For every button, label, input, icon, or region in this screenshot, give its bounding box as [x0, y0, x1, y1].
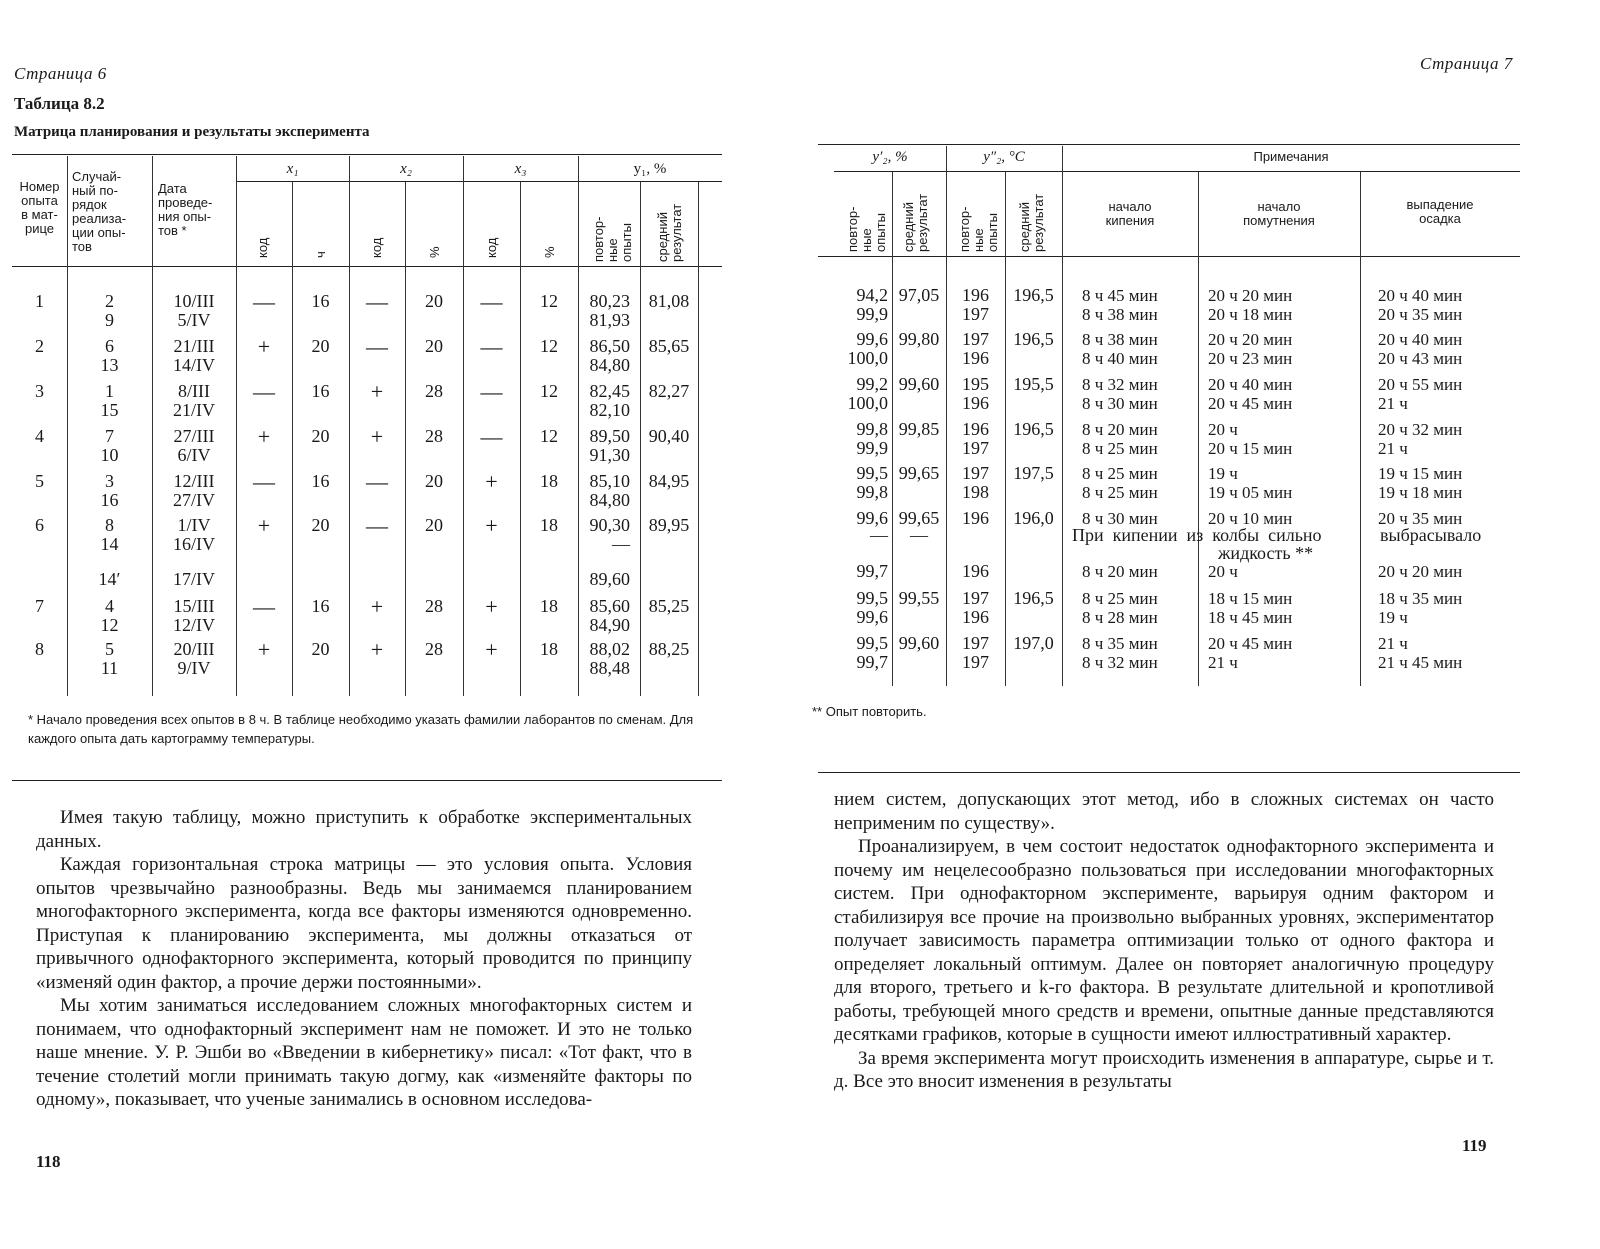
left-cell-k1: + — [257, 513, 271, 538]
right-cell-cloud: 20 ч 20 ч 15 мин — [1208, 420, 1293, 458]
left-cell-avg: 82,27 — [648, 381, 690, 401]
left-cell-date: 27/III 6/IV — [173, 426, 215, 465]
right-cell-sed: 20 ч 35 мин — [1378, 509, 1463, 528]
right-cell-r1: — — [870, 525, 888, 545]
left-cell-ord: 3 16 — [100, 471, 119, 510]
header-boil: начало кипения — [1105, 199, 1155, 228]
right-cell-sed: 21 ч 21 ч 45 мин — [1378, 634, 1463, 672]
left-cell-v1: 20 — [311, 426, 330, 446]
left-cell-ord: 8 14 — [100, 515, 119, 554]
right-cell-r2: 195 196 — [962, 374, 989, 413]
left-paragraph: Каждая горизонтальная строка матрицы — это условия опыта. Условия опытов чрезвычайно разнообразны. Ведь мы занимаемся планированием многофакторного эксперимента, когда все факторы изменяются одновременно. Приступая к планированию эксперимента, мы должны отказаться от привычного однофакторного эксперимента, который проводится по принципу «изменяй один фактор, а прочие держи постоянными». — [36, 854, 692, 993]
left-cell-avg: 84,95 — [648, 471, 690, 491]
span-note-line2: жидкость ** — [1218, 543, 1314, 563]
left-cell-num: 4 — [35, 426, 44, 446]
right-cell-r1: 99,6 100,0 — [847, 329, 888, 368]
left-cell-v2: 28 — [425, 426, 443, 446]
right-cell-boil: 8 ч 25 мин 8 ч 28 мин — [1082, 589, 1158, 627]
right-cell-a1: 97,05 — [898, 285, 940, 305]
right-cell-a1: 99,85 — [898, 419, 940, 439]
right-cell-a1: 99,65 — [898, 508, 940, 528]
left-cell-v1: 20 — [311, 336, 330, 356]
right-cell-cloud: 20 ч 20 мин 20 ч 23 мин — [1208, 330, 1293, 368]
left-footnote: * Начало проведения всех опытов в 8 ч. В таблице необходимо указать фамилии лаборантов по сменам. Для каждого опыта дать картограмму температуры. — [28, 712, 694, 746]
right-cell-a1: 99,60 — [898, 374, 940, 394]
left-cell-k2: + — [370, 424, 384, 449]
left-cell-avg: 81,08 — [648, 291, 690, 311]
header-x1: x₁ — [286, 161, 299, 177]
header-x3: x₃ — [514, 161, 527, 177]
header-x1-hours: ч — [313, 251, 328, 258]
left-cell-k2: + — [370, 379, 384, 404]
left-cell-date: 20/III 9/IV — [173, 639, 215, 678]
right-cell-a2: 197,0 — [1013, 633, 1054, 653]
left-paragraph: Имея такую таблицу, можно приступить к обработке экспериментальных данных. — [36, 807, 692, 852]
left-cell-k3: — — [480, 334, 503, 359]
left-cell-num: 7 — [35, 596, 44, 616]
right-paragraph: нием систем, допускающих этот метод, ибо в сложных системах он часто неприменим по существу». — [834, 789, 1494, 834]
header-y1-avg: средний результат — [655, 203, 684, 262]
left-cell-num: 1 — [35, 291, 44, 311]
left-page-number: 118 — [36, 1152, 61, 1171]
left-cell-ord: 1 15 — [100, 381, 119, 420]
header-x3-code: код — [484, 237, 499, 258]
right-cell-cloud: 20 ч 40 мин 20 ч 45 мин — [1208, 375, 1293, 413]
left-cell-avg: 88,25 — [648, 639, 690, 659]
header-y2-temp: y″₂, °C — [983, 149, 1025, 165]
left-cell-k1: + — [257, 334, 271, 359]
left-cell-k2: — — [366, 334, 388, 359]
left-cell-v2: 28 — [425, 639, 443, 659]
left-cell-v1: 16 — [311, 381, 330, 401]
left-cell-k3: — — [480, 424, 503, 449]
left-cell-k3: — — [480, 379, 503, 404]
left-cell-v3: 18 — [540, 471, 558, 491]
left-cell-ord: 4 12 — [100, 596, 119, 635]
right-cell-cloud: 19 ч 19 ч 05 мин — [1208, 464, 1293, 502]
header-cloud: начало помутнения — [1243, 199, 1315, 228]
left-cell-avg: 89,95 — [648, 515, 690, 535]
right-cell-cloud: 20 ч 45 мин 21 ч — [1208, 634, 1293, 672]
left-cell-k3: + — [485, 594, 498, 619]
left-cell-date: 10/III 5/IV — [173, 291, 215, 330]
right-cell-r1: 99,5 99,6 — [856, 588, 888, 627]
left-cell-rep: 82,45 82,10 — [589, 381, 630, 420]
left-cell-v2: 28 — [425, 596, 443, 616]
left-cell-date: 17/IV — [173, 569, 215, 589]
left-cell-num: 3 — [35, 381, 44, 401]
right-cell-a2: 195,5 — [1013, 374, 1054, 394]
left-cell-k2: + — [370, 637, 384, 662]
right-cell-sed: 20 ч 40 мин 20 ч 35 мин — [1378, 286, 1463, 324]
header-x2: x₂ — [400, 161, 412, 177]
left-cell-v1: 20 — [311, 515, 330, 535]
right-cell-boil: 8 ч 20 мин 8 ч 25 мин — [1082, 420, 1158, 458]
right-cell-r1: 94,2 99,9 — [856, 285, 888, 324]
right-cell-r2: 196 — [962, 508, 989, 528]
left-cell-k2: — — [366, 289, 388, 314]
left-cell-v1: 20 — [311, 639, 330, 659]
right-cell-sed: 20 ч 32 мин 21 ч — [1378, 420, 1463, 458]
left-cell-k3: + — [485, 637, 498, 662]
left-cell-date: 1/IV 16/IV — [173, 515, 215, 554]
right-cell-sed: 19 ч 15 мин 19 ч 18 мин — [1378, 464, 1463, 502]
header-x2-pct: % — [427, 246, 442, 258]
table-caption: Матрица планирования и результаты эксперимента — [14, 124, 370, 140]
header-num: Номер опыта в мат- рице — [19, 179, 60, 236]
left-cell-v2: 20 — [425, 515, 443, 535]
right-cell-r1: 99,2 100,0 — [847, 374, 888, 413]
right-cell-r2: 196 197 — [962, 285, 989, 324]
left-cell-rep: 90,30 — — [589, 515, 630, 554]
left-cell-v3: 12 — [540, 291, 558, 311]
left-cell-date: 8/III 21/IV — [173, 381, 215, 420]
header-sediment: выпадение осадка — [1406, 197, 1474, 226]
left-cell-v3: 18 — [540, 596, 558, 616]
left-cell-v3: 12 — [540, 381, 558, 401]
left-cell-k3: + — [485, 513, 498, 538]
left-cell-ord: 2 9 — [105, 291, 114, 330]
left-cell-rep: 80,23 81,93 — [589, 291, 630, 330]
left-cell-ord: 14′ — [98, 569, 121, 589]
right-cell-a1: 99,65 — [898, 463, 940, 483]
left-cell-rep: 85,10 84,80 — [589, 471, 630, 510]
left-cell-k2: — — [366, 469, 388, 494]
span-note-sediment: выбрасывало — [1380, 525, 1482, 545]
right-cell-a1: 99,60 — [898, 633, 940, 653]
left-cell-num: 5 — [35, 471, 44, 491]
right-cell-boil: 8 ч 32 мин 8 ч 30 мин — [1082, 375, 1158, 413]
left-cell-v3: 12 — [540, 426, 558, 446]
right-cell-a2: 196,5 — [1013, 419, 1054, 439]
right-page-head: Страница 7 — [1420, 54, 1513, 73]
left-cell-k1: — — [253, 379, 275, 404]
left-cell-k2: + — [370, 594, 384, 619]
right-cell-sed: 18 ч 35 мин 19 ч — [1378, 589, 1463, 627]
left-divider — [12, 780, 722, 781]
right-cell-a2: 196,0 — [1013, 508, 1054, 528]
left-cell-ord: 7 10 — [100, 426, 119, 465]
right-page-number: 119 — [1462, 1136, 1487, 1155]
header-random-order: Случай- ный по- рядок реализа- ции опы- тов — [72, 169, 127, 254]
right-cell-r2: 197 196 — [962, 329, 989, 368]
left-body-text — [36, 806, 692, 1112]
left-cell-rep: 89,60 — [589, 569, 630, 589]
header-y2b-avg: средний результат — [1017, 193, 1046, 252]
right-cell-cloud: 20 ч 20 мин 20 ч 18 мин — [1208, 286, 1293, 324]
right-cell-r1: 99,5 99,8 — [856, 463, 888, 502]
right-footnote: ** Опыт повторить. — [812, 704, 927, 719]
right-paragraph: За время эксперимента могут происходить изменения в аппаратуре, сырье и т. д. Все это вносит изменения в результаты — [834, 1047, 1494, 1092]
left-cell-k3: + — [485, 469, 498, 494]
left-cell-rep: 89,50 91,30 — [589, 426, 630, 465]
right-cell-r2: 197 198 — [962, 463, 989, 502]
left-cell-v2: 28 — [425, 381, 443, 401]
header-y1-repeat: повтор- ные опыты — [591, 216, 634, 262]
right-cell-r1: 99,7 — [856, 561, 888, 581]
right-cell-r2: 197 197 — [962, 633, 989, 672]
header-notes: Примечания — [1253, 149, 1329, 164]
left-cell-date: 15/III 12/IV — [173, 596, 215, 635]
right-cell-boil: 8 ч 35 мин 8 ч 32 мин — [1082, 634, 1158, 672]
right-cell-cloud: 18 ч 15 мин 18 ч 45 мин — [1208, 589, 1293, 627]
header-y2-pct: y′₂, % — [872, 149, 908, 165]
right-cell-a1: 99,80 — [898, 329, 940, 349]
header-x1-code: код — [255, 237, 270, 258]
left-cell-num: 6 — [35, 515, 44, 535]
left-cell-num: 8 — [35, 639, 44, 659]
left-page-head: Страница 6 — [14, 64, 107, 83]
left-paragraph: Мы хотим заниматься исследованием сложных многофакторных систем и понимаем, что однофакторный эксперимент нам не поможет. И это не только наше мнение. У. Р. Эшби во «Введении в кибернетику» писал: «Тот факт, что в течение столетий могли принимать такую догму, как «изменяйте факторы по одному», показывает, что ученые занимались в основном исследова- — [36, 995, 692, 1110]
header-x2-code: код — [369, 237, 384, 258]
right-cell-cloud: 20 ч — [1208, 562, 1238, 581]
left-cell-avg: 85,25 — [648, 596, 690, 616]
left-cell-k1: + — [257, 424, 271, 449]
right-cell-a2: 196,5 — [1013, 285, 1054, 305]
left-cell-k1: — — [253, 289, 275, 314]
right-cell-a2: 197,5 — [1013, 463, 1054, 483]
left-cell-v2: 20 — [425, 471, 443, 491]
span-note-line1: При кипении из колбы сильно — [1072, 525, 1322, 545]
left-cell-v1: 16 — [311, 596, 330, 616]
left-cell-k1: + — [257, 637, 271, 662]
left-cell-v3: 18 — [540, 515, 558, 535]
right-cell-boil: 8 ч 30 мин — [1082, 509, 1158, 528]
left-cell-k1: — — [253, 594, 275, 619]
left-cell-v3: 12 — [540, 336, 558, 356]
left-cell-k2: — — [366, 513, 388, 538]
right-cell-sed: 20 ч 20 мин — [1378, 562, 1463, 581]
right-cell-r2: 197 196 — [962, 588, 989, 627]
right-cell-boil: 8 ч 20 мин — [1082, 562, 1158, 581]
left-cell-v1: 16 — [311, 291, 330, 311]
right-cell-a1: 99,55 — [898, 588, 940, 608]
left-cell-date: 12/III 27/IV — [173, 471, 215, 510]
header-y2b-repeat: повтор- ные опыты — [957, 206, 1000, 252]
left-cell-v3: 18 — [540, 639, 558, 659]
right-cell-r1: 99,6 — [856, 508, 888, 528]
left-cell-avg: 85,65 — [648, 336, 690, 356]
right-cell-sed: 20 ч 55 мин 21 ч — [1378, 375, 1463, 413]
right-cell-boil: 8 ч 45 мин 8 ч 38 мин — [1082, 286, 1158, 324]
right-cell-boil: 8 ч 38 мин 8 ч 40 мин — [1082, 330, 1158, 368]
left-cell-v2: 20 — [425, 336, 443, 356]
left-cell-num: 2 — [35, 336, 44, 356]
left-cell-v2: 20 — [425, 291, 443, 311]
right-paragraph: Проанализируем, в чем состоит недостаток однофакторного эксперимента и почему им нецелесообразно пользоваться при исследовании многофакторных систем. При однофакторном эксперименте, варьируя одним фактором и стабилизируя все прочие на произвольно выбранных уровнях, экспериментатор получает зависимость параметра оптимизации только от одного фактора и определяет локальный оптимум. Далее он повторяет аналогичную процедуру для второго, третьего и k-го фактора. В результате длительной и кропотливой работы, требующей много средств и времени, опытные данные представляются десятками графиков, которые в сущности имеют иллюстративный характер. — [834, 836, 1494, 1045]
left-cell-ord: 6 13 — [100, 336, 119, 375]
right-cell-a2: 196,5 — [1013, 329, 1054, 349]
left-cell-date: 21/III 14/IV — [173, 336, 215, 375]
header-y2-repeat: повтор- ные опыты — [845, 206, 888, 252]
left-cell-avg: 90,40 — [648, 426, 690, 446]
right-cell-a1: — — [910, 525, 928, 545]
right-divider — [818, 772, 1520, 773]
left-cell-k3: — — [480, 289, 503, 314]
right-cell-sed: 20 ч 40 мин 20 ч 43 мин — [1378, 330, 1463, 368]
left-cell-v1: 16 — [311, 471, 330, 491]
left-cell-rep: 85,60 84,90 — [589, 596, 630, 635]
right-cell-r2: 196 — [962, 561, 989, 581]
right-cell-r1: 99,5 99,7 — [856, 633, 888, 672]
right-body-text — [834, 788, 1494, 1094]
right-cell-cloud: 20 ч 10 мин — [1208, 509, 1293, 528]
table-title: Таблица 8.2 — [14, 94, 105, 113]
header-y2-avg: средний результат — [901, 193, 930, 252]
right-cell-r2: 196 197 — [962, 419, 989, 458]
left-cell-rep: 88,02 88,48 — [589, 639, 630, 678]
left-cell-ord: 5 11 — [100, 639, 119, 678]
header-x3-pct: % — [542, 246, 557, 258]
header-date: Дата проведе- ния опы- тов * — [158, 181, 213, 238]
left-cell-k1: — — [253, 469, 275, 494]
header-y1: y₁, % — [633, 161, 667, 177]
left-cell-rep: 86,50 84,80 — [589, 336, 630, 375]
right-cell-boil: 8 ч 25 мин 8 ч 25 мин — [1082, 464, 1158, 502]
right-cell-r1: 99,8 99,9 — [856, 419, 888, 458]
right-cell-a2: 196,5 — [1013, 588, 1054, 608]
